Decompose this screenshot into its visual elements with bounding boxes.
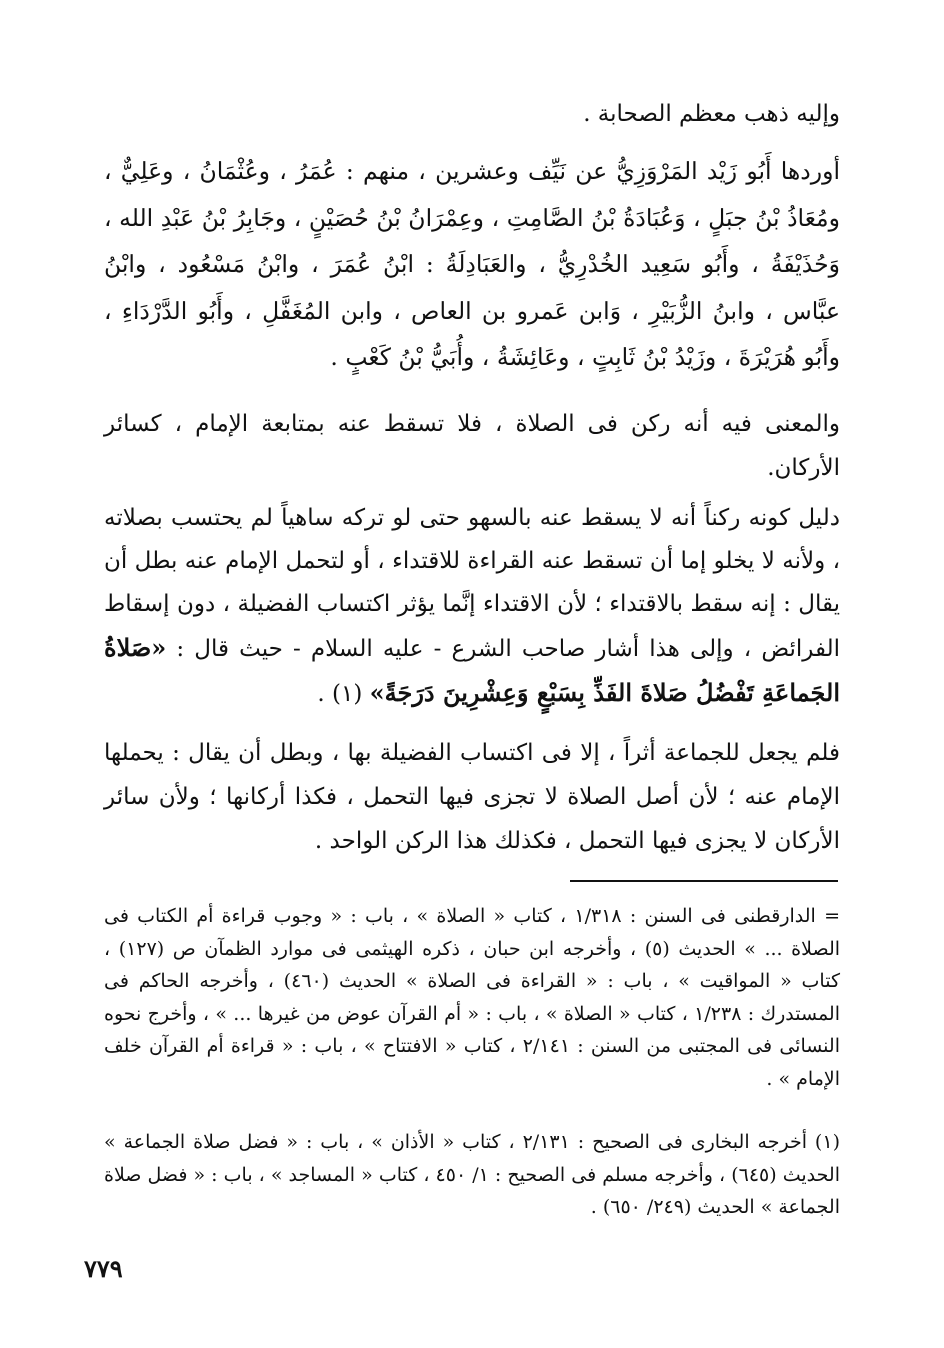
footnote: = الدارقطنى فى السنن : ١/٣١٨ ، كتاب « الصلاة » ، باب : « وجوب قراءة أم الكتاب فى الصلاة ... » الحديث (٥) ، وأخرجه ابن حبان ، ذكره الهيثمى فى موارد الظمآن ص (١٢٧) ، كتاب « المواقيت » ، باب : « القراءة فى الصلاة » الحديث (٤٦٠) ، وأخرجه الحاكم فى المستدرك : ١/٢٣٨ ، كتاب « الصلاة » ، باب : « أم القرآن عوض من غيرها ... » ، وأخرج نحوه النسائى فى المجتبى من السنن : ٢/١٤١ ، كتاب « الافتتاح » ، باب : « قراءة أم القرآن خلف الإمام » .	[104, 905, 841, 1090]
body-paragraph: أوردها أَبُو زَيْد المَرْوَزِيُّ عن نَيِّف وعشرين ، منهم : عُمَرُ ، وعُثْمَانُ ، وعَلِيٌّ ، ومُعَاذُ بْنُ جبَلٍ ، وَعُبَادَةُ بْنُ الصَّامِتِ ، وعِمْرَانُ بْنُ حُصَيْنٍ ، وجَابِرُ بْنُ عَبْدِ الله ، وَحُذَيْفَةُ ، وأَبُو سَعِيد الخُدْرِيُّ ، والعَبَادِلَةُ : ابْنُ عُمَرَ ، وابْنُ مَسْعُود ، وابْنُ عبَّاس ، وابنُ الزُّبَيْرِ ، وَابن عَمرو بن العاص ، وابن المُغَفَّلِ ، وأَبُو الدَّرْدَاءِ ، وأَبُو هُرَيْرَةَ ، وزَيْدُ بْنُ ثَابِتٍ ، وعَائِشَةُ ، وأُبَيُّ بْنُ كَعْبٍ .	[104, 157, 840, 371]
body-paragraph	[104, 497, 840, 716]
body-paragraph: والمعنى فيه أنه ركن فى الصلاة ، فلا تسقط عنه بمتابعة الإمام ، كسائر الأركان.	[104, 411, 840, 481]
footnote: (١) أخرجه البخارى فى الصحيح : ٢/١٣١ ، كتاب « الأذان » ، باب : « فضل صلاة الجماعة » الحديث (٦٤٥) ، وأخرجه مسلم فى الصحيح : ١/ ٤٥٠ ، كتاب « المساجد » ، باب : « فضل صلاة الجماعة » الحديث (٢٤٩/ ٦٥٠) .	[104, 1131, 840, 1218]
page-number: ٧٧٩	[84, 1254, 123, 1283]
body-paragraph: وإليه ذهب معظم الصحابة .	[583, 101, 840, 127]
body-paragraph: فلم يجعل للجماعة أثراً ، إلا فى اكتساب الفضيلة بها ، وبطل أن يقال : يحملها الإمام عنه ؛ لأن أصل الصلاة لا تجزى فيها التحمل ، فكذا أركانها ؛ ولأن سائر الأركان لا يجزى فيها التحمل ، فكذلك هذا الركن الواحد .	[104, 740, 840, 854]
paragraph-text: دليل كونه ركناً أنه لا يسقط عنه بالسهو حتى لو تركه ساهياً لم يحتسب بصلاته ، ولأنه لا يخلو إما أن تسقط عنه القراءة للاقتداء ، أو لتحمل الإمام عنه بطل أن يقال : إنه سقط بالاقتداء ؛ لأن الاقتداء إنَّما يؤثر اكتساب الفضيلة ، دون إسقاط الفرائض ، وإلى هذا أشار صاحب الشرع - عليه السلام - حيث قال :	[104, 505, 841, 662]
footnote-reference: (١) .	[317, 681, 363, 707]
footnote-separator	[570, 880, 838, 882]
hadith-quote: «صَلاةُ الجَماعَةِ تَفْضُلُ صَلاةَ الفَذِّ بِسَبْعٍ وَعِشْرِينَ دَرَجَةً»	[104, 633, 840, 707]
